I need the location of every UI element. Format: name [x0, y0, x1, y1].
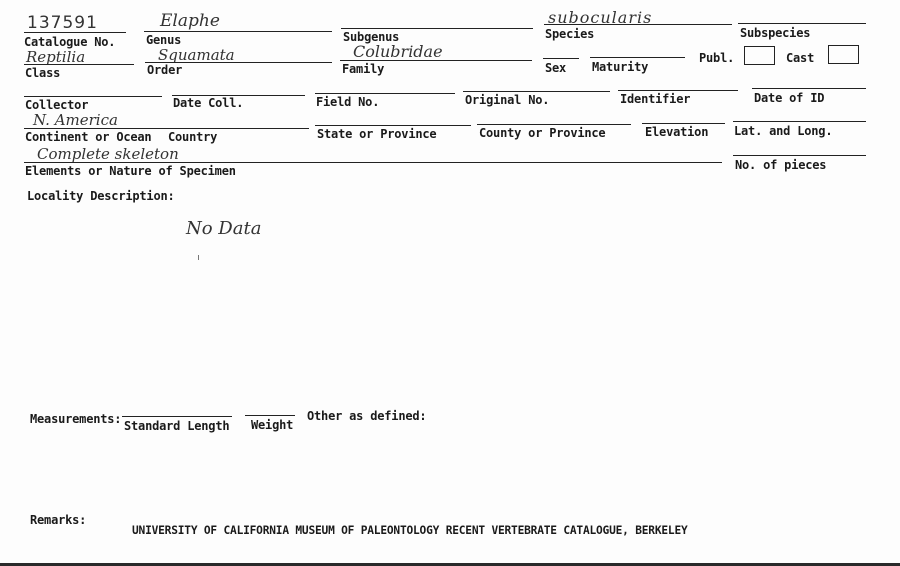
- lat-long-line: [733, 121, 866, 122]
- original-no-label: Original No.: [465, 93, 550, 107]
- elements-value: Complete skeleton: [37, 145, 179, 163]
- date-coll-label: Date Coll.: [173, 96, 244, 110]
- standard-length-label: Standard Length: [124, 419, 230, 433]
- original-no-line: [463, 91, 610, 92]
- family-line: [340, 60, 532, 61]
- subgenus-label: Subgenus: [343, 30, 400, 44]
- state-label: State or Province: [317, 127, 437, 141]
- continent-value: N. America: [33, 111, 118, 129]
- catalogue-no-line: [24, 32, 126, 33]
- continent-label: Continent or Ocean: [25, 130, 152, 144]
- identifier-label: Identifier: [620, 92, 691, 106]
- county-label: County or Province: [479, 126, 606, 140]
- field-no-label: Field No.: [316, 95, 380, 109]
- subspecies-line: [738, 23, 866, 24]
- catalogue-no-label: Catalogue No.: [24, 35, 116, 49]
- county-line: [477, 124, 631, 125]
- species-label: Species: [545, 27, 595, 41]
- class-line: [24, 64, 134, 65]
- cast-label: Cast: [786, 51, 815, 65]
- other-as-defined-label: Other as defined:: [307, 409, 427, 423]
- class-value: Reptilia: [26, 48, 86, 66]
- publ-label: Publ.: [699, 51, 735, 65]
- catalogue-no-value: 137591: [27, 13, 98, 33]
- no-of-pieces-line: [733, 155, 866, 156]
- identifier-line: [618, 90, 738, 91]
- order-value: Squamata: [158, 46, 235, 64]
- field-no-line: [315, 93, 455, 94]
- collector-line: [24, 96, 162, 97]
- subspecies-label: Subspecies: [740, 26, 811, 40]
- maturity-label: Maturity: [592, 60, 649, 74]
- weight-label: Weight: [251, 418, 294, 432]
- pen-mark: [198, 255, 199, 260]
- locality-label: Locality Description:: [27, 189, 175, 203]
- elements-line: [24, 162, 722, 163]
- class-label: Class: [25, 66, 61, 80]
- family-label: Family: [342, 62, 385, 76]
- genus-line: [144, 31, 332, 32]
- measurements-label: Measurements:: [30, 412, 122, 426]
- publ-checkbox: [744, 46, 775, 65]
- weight-line: [245, 415, 295, 416]
- elevation-label: Elevation: [645, 125, 709, 139]
- cast-checkbox: [828, 45, 859, 64]
- continent-country-line: [24, 128, 309, 129]
- species-line: [544, 24, 732, 25]
- genus-label: Genus: [146, 33, 182, 47]
- sex-label: Sex: [545, 61, 567, 75]
- state-line: [315, 125, 471, 126]
- elements-label: Elements or Nature of Specimen: [25, 164, 236, 178]
- footer-text: UNIVERSITY OF CALIFORNIA MUSEUM OF PALEONTOLOGY RECENT VERTEBRATE CATALOGUE, BERKELEY: [132, 524, 688, 537]
- subgenus-line: [341, 28, 533, 29]
- family-value: Colubridae: [353, 42, 443, 61]
- lat-long-label: Lat. and Long.: [734, 124, 833, 138]
- date-of-id-line: [752, 88, 866, 89]
- remarks-label: Remarks:: [30, 513, 87, 527]
- order-label: Order: [147, 63, 183, 77]
- standard-length-line: [122, 416, 232, 417]
- maturity-line: [590, 57, 685, 58]
- locality-value: No Data: [186, 218, 262, 239]
- country-label: Country: [168, 130, 218, 144]
- sex-line: [543, 58, 579, 59]
- genus-value: Elaphe: [160, 11, 220, 31]
- no-of-pieces-label: No. of pieces: [735, 158, 827, 172]
- elevation-line: [642, 123, 725, 124]
- species-value: subocularis: [548, 8, 653, 27]
- date-of-id-label: Date of ID: [754, 91, 825, 105]
- collector-label: Collector: [25, 98, 89, 112]
